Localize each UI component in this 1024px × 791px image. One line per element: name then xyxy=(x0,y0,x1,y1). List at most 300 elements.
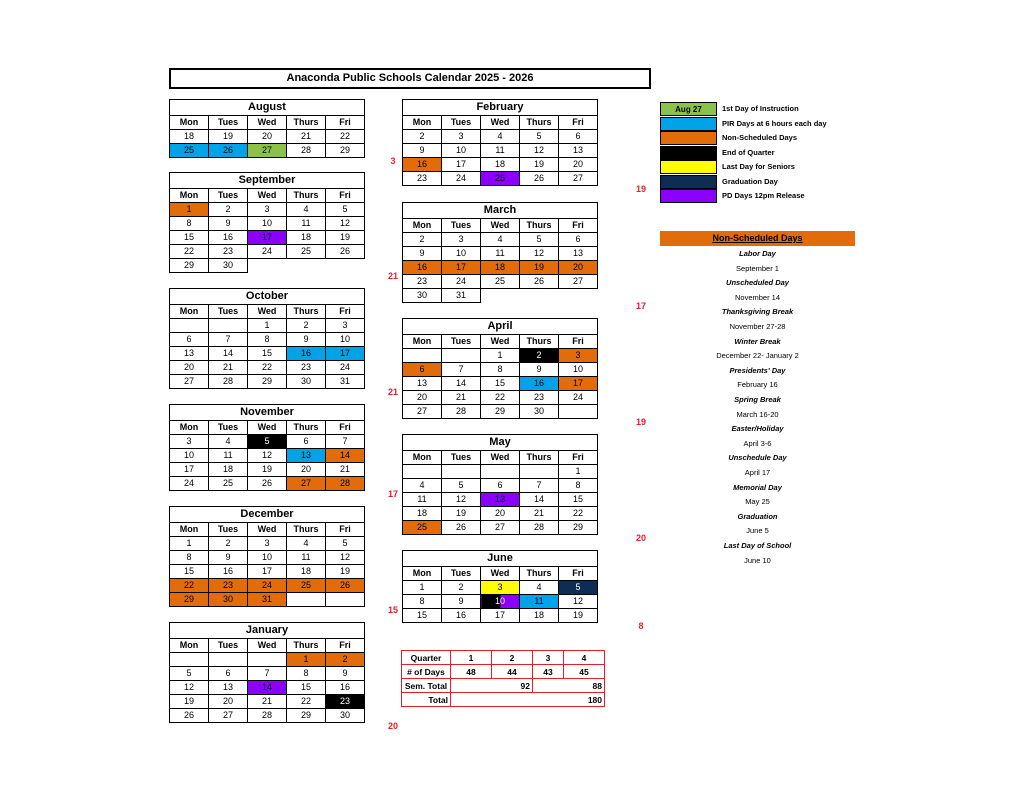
week-row xyxy=(170,435,365,449)
day-cell: 20 xyxy=(248,130,287,144)
day-cell: 18 xyxy=(520,609,559,623)
day-cell: 10 xyxy=(442,247,481,261)
day-cell: 26 xyxy=(326,245,365,259)
total-label: Total xyxy=(402,693,451,707)
day-cell: 13 xyxy=(170,347,209,361)
legend-swatch-pir xyxy=(660,117,717,131)
day-cell: 22 xyxy=(287,695,326,709)
legend-swatch-graduation xyxy=(660,175,717,189)
day-cell: 28 xyxy=(520,521,559,535)
day-cell xyxy=(403,349,442,363)
day-cell: 28 xyxy=(209,375,248,389)
week-row xyxy=(403,595,598,609)
day-cell: 10 xyxy=(326,333,365,347)
day-cell: 19 xyxy=(326,231,365,245)
weekday-header: Fri xyxy=(326,189,365,203)
semester-row xyxy=(402,679,605,693)
month-name: May xyxy=(403,435,598,451)
day-cell: 10 xyxy=(170,449,209,463)
day-cell: 21 xyxy=(209,361,248,375)
day-cell: 22 xyxy=(326,130,365,144)
day-cell: 18 xyxy=(481,158,520,172)
month-name: August xyxy=(170,100,365,116)
month-table xyxy=(169,506,365,607)
month-day-count: 19 xyxy=(635,417,646,427)
month-day-count: 21 xyxy=(387,387,398,397)
day-cell: 4 xyxy=(481,130,520,144)
day-cell: 10 xyxy=(481,595,520,609)
day-cell: 14 xyxy=(248,681,287,695)
day-cell: 6 xyxy=(287,435,326,449)
day-cell: 12 xyxy=(326,217,365,231)
week-row xyxy=(170,653,365,667)
day-cell: 4 xyxy=(287,203,326,217)
day-cell: 12 xyxy=(170,681,209,695)
day-cell: 20 xyxy=(559,261,598,275)
day-cell: 2 xyxy=(287,319,326,333)
day-cell: 20 xyxy=(170,361,209,375)
day-cell: 7 xyxy=(248,667,287,681)
quarter-row xyxy=(402,651,605,665)
weekday-header: Wed xyxy=(248,305,287,319)
month-table xyxy=(169,404,365,491)
week-row xyxy=(170,144,365,158)
day-cell xyxy=(520,465,559,479)
non-scheduled-date: November 27-28 xyxy=(729,321,786,331)
month-january xyxy=(169,622,365,723)
legend-label: Graduation Day xyxy=(722,176,778,186)
day-cell: 26 xyxy=(170,709,209,723)
legend-label: Last Day for Seniors xyxy=(722,162,795,171)
month-september xyxy=(169,172,365,273)
day-cell: 12 xyxy=(559,595,598,609)
month-day-count: 17 xyxy=(635,301,646,311)
weekday-header: Mon xyxy=(170,421,209,435)
weekday-header: Wed xyxy=(248,639,287,653)
days-row xyxy=(402,665,605,679)
month-day-count: 15 xyxy=(387,605,398,615)
day-cell: 19 xyxy=(170,695,209,709)
quarter-number: 3 xyxy=(533,651,564,665)
day-cell: 18 xyxy=(481,261,520,275)
day-cell: 2 xyxy=(326,653,365,667)
day-cell: 8 xyxy=(287,667,326,681)
day-cell: 30 xyxy=(326,709,365,723)
non-scheduled-label: Presidents' Day xyxy=(729,365,786,375)
day-cell xyxy=(209,319,248,333)
non-scheduled-label: Unscheduled Day xyxy=(726,278,789,288)
month-name: December xyxy=(170,507,365,523)
day-cell: 10 xyxy=(248,217,287,231)
weekday-header: Fri xyxy=(326,421,365,435)
weekday-header: Tues xyxy=(209,639,248,653)
day-cell: 27 xyxy=(170,375,209,389)
quarter-days: 44 xyxy=(492,665,533,679)
weekday-header: Thurs xyxy=(520,219,559,233)
week-row xyxy=(403,275,598,289)
weekday-header: Wed xyxy=(481,116,520,130)
day-cell: 5 xyxy=(170,667,209,681)
week-row xyxy=(403,493,598,507)
day-cell xyxy=(170,319,209,333)
day-cell: 19 xyxy=(559,609,598,623)
day-cell xyxy=(559,289,598,303)
week-row xyxy=(170,565,365,579)
day-cell: 25 xyxy=(287,579,326,593)
day-cell: 25 xyxy=(209,477,248,491)
day-cell: 10 xyxy=(442,144,481,158)
month-day-count: 20 xyxy=(635,533,646,543)
day-cell: 3 xyxy=(170,435,209,449)
day-cell: 17 xyxy=(442,158,481,172)
day-cell: 18 xyxy=(209,463,248,477)
day-cell: 5 xyxy=(326,537,365,551)
day-cell: 27 xyxy=(209,709,248,723)
weekday-header: Thurs xyxy=(520,451,559,465)
non-scheduled-label: Labor Day xyxy=(739,249,776,258)
day-cell: 13 xyxy=(287,449,326,463)
week-row xyxy=(403,377,598,391)
day-cell: 9 xyxy=(209,217,248,231)
calendar-title: Anaconda Public Schools Calendar 2025 - 2026 xyxy=(169,68,651,89)
week-row xyxy=(170,231,365,245)
day-cell: 23 xyxy=(287,361,326,375)
day-cell: 30 xyxy=(403,289,442,303)
day-cell: 31 xyxy=(248,593,287,607)
week-row xyxy=(170,245,365,259)
month-name: January xyxy=(170,623,365,639)
month-november xyxy=(169,404,365,491)
day-cell: 20 xyxy=(403,391,442,405)
day-cell: 27 xyxy=(287,477,326,491)
legend-swatch-pd_days xyxy=(660,189,717,203)
week-row xyxy=(170,375,365,389)
week-row xyxy=(403,391,598,405)
day-cell xyxy=(170,653,209,667)
day-cell: 23 xyxy=(326,695,365,709)
weekday-header: Mon xyxy=(403,567,442,581)
week-row xyxy=(170,217,365,231)
day-cell: 8 xyxy=(170,217,209,231)
week-row xyxy=(403,479,598,493)
day-cell: 27 xyxy=(559,172,598,186)
week-row xyxy=(403,609,598,623)
day-cell: 4 xyxy=(209,435,248,449)
day-cell: 15 xyxy=(481,377,520,391)
day-cell: 4 xyxy=(403,479,442,493)
weekday-header: Mon xyxy=(170,189,209,203)
day-cell: 11 xyxy=(209,449,248,463)
month-name: February xyxy=(403,100,598,116)
day-cell: 11 xyxy=(403,493,442,507)
weekday-header: Tues xyxy=(442,116,481,130)
day-cell: 22 xyxy=(248,361,287,375)
month-february xyxy=(402,99,598,186)
month-table xyxy=(169,99,365,158)
day-cell: 1 xyxy=(170,537,209,551)
day-cell: 12 xyxy=(442,493,481,507)
week-row xyxy=(170,347,365,361)
day-cell: 14 xyxy=(209,347,248,361)
day-cell xyxy=(481,465,520,479)
day-cell: 23 xyxy=(209,579,248,593)
day-cell: 19 xyxy=(442,507,481,521)
year-total: 180 xyxy=(451,693,605,707)
day-cell xyxy=(209,653,248,667)
day-cell: 11 xyxy=(287,551,326,565)
day-cell: 30 xyxy=(520,405,559,419)
non-scheduled-date: March 16-20 xyxy=(736,409,779,419)
day-cell: 16 xyxy=(520,377,559,391)
day-cell: 3 xyxy=(442,130,481,144)
day-cell: 21 xyxy=(248,695,287,709)
legend-swatch-first_day: Aug 27 xyxy=(660,102,717,116)
day-cell: 20 xyxy=(287,463,326,477)
month-may xyxy=(402,434,598,535)
weekday-header: Tues xyxy=(442,567,481,581)
month-day-count: 20 xyxy=(387,721,398,731)
day-cell: 9 xyxy=(403,247,442,261)
day-cell xyxy=(287,259,326,273)
non-scheduled-label: Spring Break xyxy=(734,395,781,404)
day-cell: 11 xyxy=(287,217,326,231)
non-scheduled-heading: Non-Scheduled Days xyxy=(660,231,855,246)
weekday-header: Tues xyxy=(209,421,248,435)
week-row xyxy=(170,551,365,565)
weekday-header: Thurs xyxy=(287,305,326,319)
day-cell: 27 xyxy=(481,521,520,535)
day-cell: 9 xyxy=(209,551,248,565)
day-cell: 21 xyxy=(287,130,326,144)
day-cell: 15 xyxy=(248,347,287,361)
semester-label: Sem. Total xyxy=(402,679,451,693)
weekday-header: Tues xyxy=(442,451,481,465)
day-cell: 1 xyxy=(403,581,442,595)
day-cell: 7 xyxy=(520,479,559,493)
month-october xyxy=(169,288,365,389)
quarter-days: 48 xyxy=(451,665,492,679)
day-cell: 24 xyxy=(248,245,287,259)
day-cell: 16 xyxy=(209,565,248,579)
day-cell: 28 xyxy=(442,405,481,419)
day-cell: 4 xyxy=(520,581,559,595)
day-cell: 21 xyxy=(520,507,559,521)
weekday-header: Thurs xyxy=(520,116,559,130)
day-cell: 30 xyxy=(209,593,248,607)
day-cell: 8 xyxy=(248,333,287,347)
weekday-header: Mon xyxy=(403,335,442,349)
day-cell xyxy=(442,349,481,363)
day-cell: 23 xyxy=(403,275,442,289)
day-cell: 24 xyxy=(170,477,209,491)
month-table xyxy=(169,288,365,389)
day-cell: 12 xyxy=(520,144,559,158)
day-cell: 16 xyxy=(326,681,365,695)
day-cell: 16 xyxy=(287,347,326,361)
day-cell: 26 xyxy=(442,521,481,535)
non-scheduled-date: December 22- January 2 xyxy=(716,351,799,361)
day-cell: 17 xyxy=(170,463,209,477)
month-day-count: 19 xyxy=(635,184,646,194)
day-cell: 9 xyxy=(326,667,365,681)
week-row xyxy=(170,477,365,491)
day-cell: 9 xyxy=(287,333,326,347)
day-cell: 15 xyxy=(170,231,209,245)
day-cell: 13 xyxy=(481,493,520,507)
day-cell: 13 xyxy=(403,377,442,391)
month-table xyxy=(402,99,598,186)
weekday-header: Tues xyxy=(209,305,248,319)
day-cell: 24 xyxy=(559,391,598,405)
day-cell: 13 xyxy=(559,247,598,261)
weekday-header: Thurs xyxy=(287,421,326,435)
day-cell: 9 xyxy=(442,595,481,609)
day-cell: 23 xyxy=(209,245,248,259)
week-row xyxy=(403,507,598,521)
weekday-header: Mon xyxy=(170,639,209,653)
weekday-header: Fri xyxy=(326,523,365,537)
day-cell: 6 xyxy=(559,233,598,247)
day-cell xyxy=(326,259,365,273)
week-row xyxy=(403,349,598,363)
day-cell: 14 xyxy=(520,493,559,507)
day-cell: 9 xyxy=(403,144,442,158)
day-cell: 2 xyxy=(520,349,559,363)
day-cell: 3 xyxy=(481,581,520,595)
day-cell: 22 xyxy=(170,245,209,259)
week-row xyxy=(170,681,365,695)
week-row xyxy=(170,667,365,681)
total-row xyxy=(402,693,605,707)
week-row xyxy=(403,363,598,377)
month-name: September xyxy=(170,173,365,189)
day-cell: 20 xyxy=(209,695,248,709)
day-cell: 8 xyxy=(403,595,442,609)
week-row xyxy=(403,465,598,479)
week-row xyxy=(403,247,598,261)
day-cell: 17 xyxy=(248,231,287,245)
day-cell: 3 xyxy=(248,537,287,551)
weekday-header: Fri xyxy=(326,116,365,130)
day-cell: 3 xyxy=(442,233,481,247)
non-scheduled-label: Thanksgiving Break xyxy=(721,307,794,317)
day-cell: 13 xyxy=(209,681,248,695)
weekday-header: Mon xyxy=(403,219,442,233)
quarter-days: 45 xyxy=(564,665,605,679)
day-cell: 5 xyxy=(326,203,365,217)
weekday-header: Tues xyxy=(442,335,481,349)
week-row xyxy=(403,130,598,144)
day-cell: 16 xyxy=(442,609,481,623)
day-cell: 29 xyxy=(326,144,365,158)
day-cell: 30 xyxy=(287,375,326,389)
non-scheduled-date: June 5 xyxy=(746,526,769,536)
day-cell: 26 xyxy=(326,579,365,593)
week-row xyxy=(170,259,365,273)
week-row xyxy=(403,233,598,247)
day-cell: 31 xyxy=(442,289,481,303)
day-cell: 2 xyxy=(209,537,248,551)
day-cell xyxy=(287,593,326,607)
weekday-header: Fri xyxy=(326,305,365,319)
day-cell: 13 xyxy=(559,144,598,158)
day-cell: 7 xyxy=(209,333,248,347)
day-cell: 24 xyxy=(442,172,481,186)
legend-label: PIR Days at 6 hours each day xyxy=(722,118,827,128)
day-cell xyxy=(248,653,287,667)
weekday-header: Fri xyxy=(559,116,598,130)
month-day-count: 21 xyxy=(387,271,398,281)
weekday-header: Fri xyxy=(559,335,598,349)
non-scheduled-date: November 14 xyxy=(734,292,781,302)
quarter-label: Quarter xyxy=(402,651,451,665)
day-cell: 22 xyxy=(559,507,598,521)
day-cell: 5 xyxy=(520,130,559,144)
day-cell: 29 xyxy=(248,375,287,389)
day-cell: 18 xyxy=(287,231,326,245)
weekday-header: Fri xyxy=(326,639,365,653)
legend-label: End of Quarter xyxy=(722,147,775,157)
day-cell: 8 xyxy=(481,363,520,377)
month-table xyxy=(169,172,365,273)
day-cell: 4 xyxy=(481,233,520,247)
day-cell: 29 xyxy=(287,709,326,723)
day-cell: 8 xyxy=(559,479,598,493)
quarter-days: 43 xyxy=(533,665,564,679)
day-cell: 7 xyxy=(326,435,365,449)
month-table xyxy=(402,434,598,535)
week-row xyxy=(170,361,365,375)
month-table xyxy=(402,202,598,303)
day-cell: 15 xyxy=(403,609,442,623)
day-cell: 26 xyxy=(209,144,248,158)
day-cell: 15 xyxy=(170,565,209,579)
day-cell: 17 xyxy=(442,261,481,275)
week-row xyxy=(170,203,365,217)
day-cell: 14 xyxy=(442,377,481,391)
day-cell: 5 xyxy=(520,233,559,247)
weekday-header: Tues xyxy=(442,219,481,233)
legend-label: PD Days 12pm Release xyxy=(722,191,805,200)
day-cell: 1 xyxy=(559,465,598,479)
day-cell: 2 xyxy=(403,130,442,144)
weekday-header: Wed xyxy=(248,523,287,537)
day-cell: 11 xyxy=(481,144,520,158)
day-cell: 16 xyxy=(403,158,442,172)
weekday-header: Wed xyxy=(481,567,520,581)
weekday-header: Wed xyxy=(248,421,287,435)
weekday-header: Thurs xyxy=(287,639,326,653)
month-day-count: 3 xyxy=(390,156,396,166)
day-cell: 28 xyxy=(326,477,365,491)
day-cell: 20 xyxy=(481,507,520,521)
day-cell: 6 xyxy=(481,479,520,493)
day-cell: 27 xyxy=(248,144,287,158)
week-row xyxy=(170,319,365,333)
day-cell: 1 xyxy=(481,349,520,363)
day-cell: 6 xyxy=(209,667,248,681)
day-cell: 12 xyxy=(520,247,559,261)
day-cell: 3 xyxy=(326,319,365,333)
day-cell: 23 xyxy=(520,391,559,405)
day-cell: 25 xyxy=(481,275,520,289)
week-row xyxy=(403,158,598,172)
day-cell: 14 xyxy=(326,449,365,463)
non-scheduled-date: February 16 xyxy=(737,380,778,390)
month-august xyxy=(169,99,365,158)
day-cell: 16 xyxy=(403,261,442,275)
day-cell: 29 xyxy=(170,593,209,607)
